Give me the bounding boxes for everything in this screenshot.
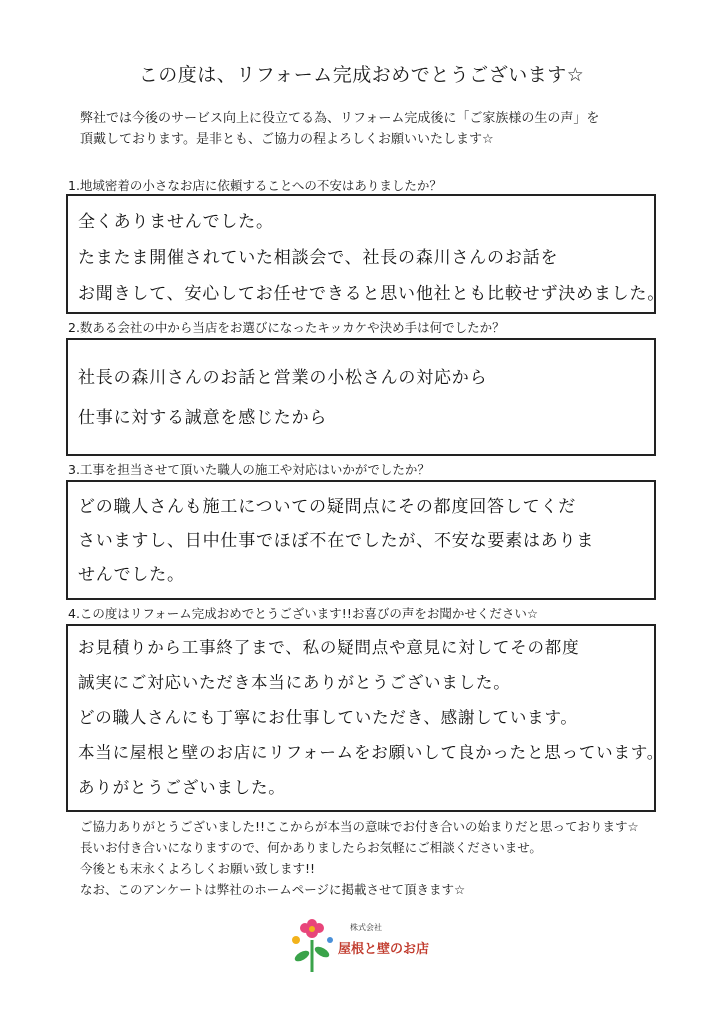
answer-line: ありがとうございました。 — [78, 778, 286, 797]
answer-line: 全くありませんでした。 — [78, 212, 274, 232]
answer-box-4 — [66, 624, 665, 812]
question-3-label: 3.工事を担当させて頂いた職人の施工や対応はいかがでしたか？ — [68, 462, 430, 477]
intro-line: 弊社では今後のサービス向上に役立てる為、リフォーム完成後に「ご家族様の生の声」を — [80, 111, 600, 126]
intro-text — [80, 108, 660, 150]
answer-3-text — [78, 490, 648, 592]
answer-4-text — [78, 630, 665, 805]
question-4-label: 4.この度はリフォーム完成おめでとうございます!!お喜びの声をお聞かせください☆ — [68, 606, 539, 621]
answer-line: どの職人さんにも丁寧にお仕事していただき、感謝しています。 — [78, 708, 578, 727]
answer-line: どの職人さんも施工についての疑問点にその都度回答してくだ — [78, 497, 577, 517]
closing-line: なお、このアンケートは弊社のホームページに掲載させて頂きます☆ — [80, 882, 466, 897]
closing-line: 長いお付き合いになりますので、何かありましたらお気軽にご相談くださいませ。 — [80, 840, 542, 855]
intro-line: 頂戴しております。是非とも、ご協力の程よろしくお願いいたします☆ — [80, 132, 494, 147]
page-title: この度は、リフォーム完成おめでとうございます☆ — [138, 64, 585, 86]
answer-line: せんでした。 — [78, 565, 185, 585]
flower-house-logo-icon — [290, 918, 336, 974]
answer-line: 誠実にご対応いただき本当にありがとうございました。 — [78, 673, 511, 692]
closing-line: 今後とも末永くよろしくお願い致します!! — [80, 861, 316, 876]
question-1-label: 1.地域密着の小さなお店に依頼することへの不安はありましたか？ — [68, 178, 442, 193]
answer-line: 仕事に対する誠意を感じたから — [78, 408, 328, 428]
company-logo — [290, 918, 440, 978]
closing-line: ご協力ありがとうございました!!ここからが本当の意味でお付き合いの始まりだと思っております☆ — [80, 819, 639, 834]
answer-2-text — [78, 358, 648, 438]
answer-line: お聞きして、安心してお任せできると思い他社とも比較せず決めました。 — [78, 284, 666, 304]
logo-company-type: 株式会社 — [350, 923, 382, 932]
answer-box-3 — [66, 480, 656, 600]
closing-text — [80, 816, 680, 900]
answer-1-text — [78, 204, 666, 312]
answer-line: さいますし、日中仕事でほぼ不在でしたが、不安な要素はありま — [78, 531, 595, 551]
logo-company-name: 屋根と壁のお店 — [338, 942, 430, 957]
answer-line: 社長の森川さんのお話と営業の小松さんの対応から — [78, 368, 488, 388]
answer-line: 本当に屋根と壁のお店にリフォームをお願いして良かったと思っています。 — [78, 743, 665, 762]
answer-line: お見積りから工事終了まで、私の疑問点や意見に対してその都度 — [78, 638, 580, 657]
answer-box-1 — [66, 194, 666, 314]
question-2-label: 2.数ある会社の中から当店をお選びになったキッカケや決め手は何でしたか？ — [68, 320, 505, 335]
answer-line: たまたま開催されていた相談会で、社長の森川さんのお話を — [78, 248, 559, 268]
answer-box-2 — [66, 338, 656, 456]
